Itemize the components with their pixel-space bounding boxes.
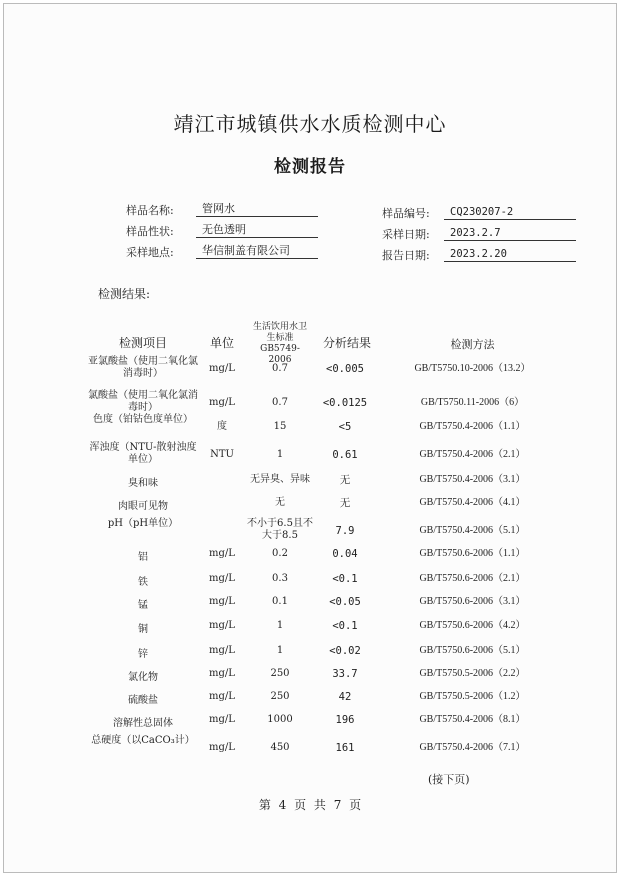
sample-name-label: 样品名称: [126, 204, 174, 217]
cell-standard: 不小于6.5且不大于8.5 [247, 518, 313, 541]
cell-item: 臭和味 [128, 478, 158, 489]
results-label: 检测结果: [98, 287, 151, 301]
report-date-value: 2023.2.20 [444, 247, 576, 262]
cell-result: 无 [339, 497, 351, 509]
cell-unit: mg/L [209, 714, 235, 725]
cell-unit: mg/L [209, 397, 235, 408]
header-item: 检测项目 [118, 336, 167, 350]
cell-method: GB/T5750.6-2006（4.2） [419, 620, 526, 631]
cell-standard: 15 [273, 421, 287, 432]
document-title: 检测报告 [274, 157, 346, 177]
sampling-date-label: 采样日期: [382, 228, 430, 241]
cell-unit: NTU [210, 449, 234, 460]
sample-property-label: 样品性状: [126, 225, 174, 238]
cell-item: 硫酸盐 [128, 695, 158, 706]
sampling-location-value: 华信制盖有限公司 [196, 244, 318, 259]
cell-standard: 无 [275, 497, 285, 508]
cell-item: 锰 [138, 600, 148, 611]
sample-name-value: 管网水 [196, 202, 318, 217]
cell-standard: 无异臭、异味 [250, 474, 310, 485]
cell-method: GB/T5750.4-2006（5.1） [419, 525, 526, 536]
cell-item: 总硬度（以CaCO₃计） [91, 735, 195, 746]
cell-item: 氯酸盐（使用二氧化氯消毒时） [88, 390, 198, 413]
cell-method: GB/T5750.6-2006（2.1） [419, 573, 526, 584]
cell-standard: 1 [276, 620, 284, 631]
sample-property-value: 无色透明 [196, 223, 318, 238]
cell-result: <0.1 [332, 573, 358, 585]
cell-result: <0.0125 [322, 397, 368, 409]
sample-number-label: 样品编号: [382, 207, 430, 220]
report-date-label: 报告日期: [382, 249, 430, 262]
cell-item: 浑浊度（NTU-散射浊度单位） [89, 442, 197, 465]
cell-method: GB/T5750.11-2006（6） [420, 397, 525, 408]
cell-result: 0.61 [332, 449, 358, 461]
cell-result: <0.05 [329, 596, 361, 608]
sampling-location-label: 采样地点: [126, 246, 174, 259]
cell-unit: mg/L [209, 742, 235, 753]
cell-item: pH（pH单位） [107, 518, 179, 529]
cell-standard: 450 [270, 742, 290, 753]
cell-unit: mg/L [209, 363, 235, 374]
cell-method: GB/T5750.6-2006（3.1） [419, 596, 526, 607]
cell-result: 33.7 [332, 668, 358, 680]
cell-result: 196 [335, 714, 355, 726]
cell-standard: 0.3 [272, 573, 288, 584]
cell-unit: mg/L [209, 573, 235, 584]
cell-item: 铜 [138, 624, 148, 635]
sampling-date-value: 2023.2.7 [444, 226, 576, 241]
cell-item: 亚氯酸盐（使用二氧化氯消毒时） [88, 356, 198, 379]
cell-result: <5 [338, 421, 352, 433]
cell-standard: 0.1 [272, 596, 288, 607]
cell-method: GB/T5750.4-2006（8.1） [419, 714, 526, 725]
cell-item: 铁 [138, 577, 148, 588]
cell-unit: mg/L [209, 620, 235, 631]
cell-unit: mg/L [209, 668, 235, 679]
cell-method: GB/T5750.5-2006（2.2） [419, 668, 526, 679]
cell-unit: mg/L [209, 691, 235, 702]
cell-standard: 0.2 [272, 548, 288, 559]
cell-method: GB/T5750.5-2006（1.2） [419, 691, 526, 702]
cell-result: <0.02 [329, 645, 361, 657]
continued-note: (接下页) [428, 773, 470, 786]
cell-method: GB/T5750.4-2006（3.1） [419, 474, 526, 485]
cell-result: 7.9 [335, 525, 355, 537]
cell-result: 0.04 [332, 548, 358, 560]
cell-standard: 1 [276, 449, 284, 460]
cell-unit: mg/L [209, 645, 235, 656]
cell-standard: 1 [276, 645, 284, 656]
cell-unit: mg/L [209, 596, 235, 607]
cell-standard: 250 [270, 668, 290, 679]
cell-item: 铝 [138, 552, 148, 563]
cell-unit: 度 [217, 421, 227, 432]
page-number: 第 4 页 共 7 页 [258, 798, 362, 812]
cell-method: GB/T5750.4-2006（4.1） [419, 497, 526, 508]
cell-method: GB/T5750.10-2006（13.2） [414, 363, 531, 374]
header-result: 分析结果 [322, 336, 371, 350]
header-unit: 单位 [209, 336, 234, 350]
cell-method: GB/T5750.6-2006（1.1） [419, 548, 526, 559]
cell-item: 氯化物 [128, 672, 158, 683]
cell-result: <0.1 [332, 620, 358, 632]
cell-result: 无 [339, 474, 351, 486]
cell-standard: 250 [270, 691, 290, 702]
cell-item: 锌 [138, 649, 148, 660]
cell-item: 溶解性总固体 [113, 718, 173, 729]
cell-method: GB/T5750.4-2006（2.1） [419, 449, 526, 460]
cell-result: <0.005 [326, 363, 364, 375]
cell-method: GB/T5750.4-2006（1.1） [419, 421, 526, 432]
cell-item: 肉眼可见物 [118, 501, 168, 512]
cell-standard: 0.7 [272, 363, 288, 374]
sample-number-value: CQ230207-2 [444, 205, 576, 220]
cell-unit: mg/L [209, 548, 235, 559]
cell-method: GB/T5750.6-2006（5.1） [419, 645, 526, 656]
header-standard: 生活饮用水卫生标准GB5749-2006 [252, 322, 307, 365]
cell-standard: 0.7 [272, 397, 288, 408]
cell-result: 42 [338, 691, 352, 703]
cell-method: GB/T5750.4-2006（7.1） [419, 742, 526, 753]
cell-item: 色度（铂钴色度单位） [93, 414, 193, 425]
cell-result: 161 [335, 742, 355, 754]
organization-title: 靖江市城镇供水水质检测中心 [173, 112, 447, 136]
cell-standard: 1000 [267, 714, 293, 725]
header-method: 检测方法 [450, 338, 495, 351]
